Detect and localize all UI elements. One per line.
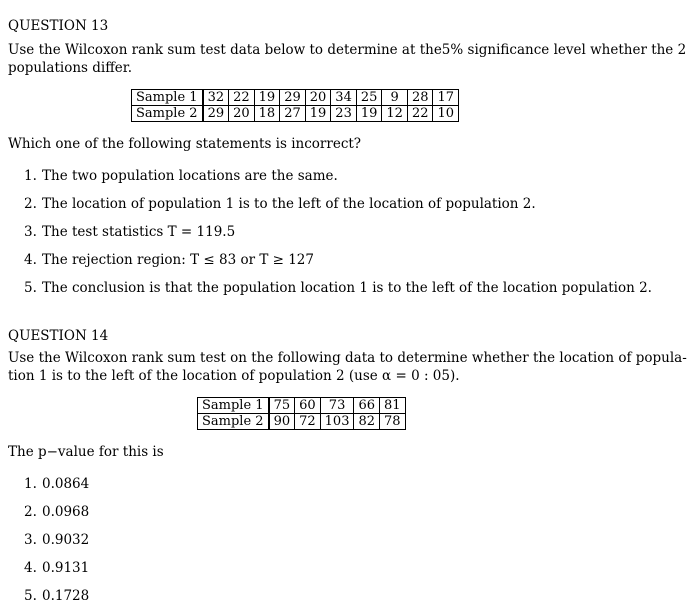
q13-cell: 23 xyxy=(331,106,357,122)
q13-option-2[interactable] xyxy=(24,196,536,212)
option-text: 0.1728 xyxy=(42,588,90,604)
q14-data-table xyxy=(197,397,406,430)
q14-cell: 90 xyxy=(269,414,295,430)
q14-cell: 78 xyxy=(380,414,406,430)
q13-cell: 20 xyxy=(305,90,331,106)
option-text: The conclusion is that the population location 1 is to the left of the location population 2. xyxy=(42,280,652,296)
q14-cell: 72 xyxy=(295,414,321,430)
q13-table-row-sample2 xyxy=(132,106,459,122)
option-number: 5. xyxy=(24,588,37,604)
q13-row-label: Sample 1 xyxy=(132,90,203,106)
option-number: 1. xyxy=(24,476,37,492)
option-text: The test statistics T = 119.5 xyxy=(42,224,236,240)
option-number: 3. xyxy=(24,224,37,240)
q14-intro-line1: Use the Wilcoxon rank sum test on the following data to determine whether the location of popula- xyxy=(8,350,687,366)
option-number: 2. xyxy=(24,196,37,212)
q14-table-row-sample1 xyxy=(198,398,406,414)
option-text: 0.9131 xyxy=(42,560,90,576)
q13-cell: 20 xyxy=(229,106,255,122)
q13-cell: 32 xyxy=(203,90,229,106)
option-number: 2. xyxy=(24,504,37,520)
q14-option-4[interactable] xyxy=(24,560,89,576)
q13-intro-line1: Use the Wilcoxon rank sum test data below to determine at the5% significance level whether the 2 xyxy=(8,42,687,58)
q13-cell: 22 xyxy=(229,90,255,106)
q13-cell: 29 xyxy=(280,90,306,106)
option-text: 0.0968 xyxy=(42,504,90,520)
q13-cell: 19 xyxy=(305,106,331,122)
q14-row-label: Sample 2 xyxy=(198,414,269,430)
q13-cell: 19 xyxy=(254,90,280,106)
option-text: The two population locations are the same. xyxy=(42,168,338,184)
q13-data-table xyxy=(131,89,459,122)
q13-cell: 29 xyxy=(203,106,229,122)
q13-prompt: Which one of the following statements is incorrect? xyxy=(8,136,362,152)
q14-option-5[interactable] xyxy=(24,588,89,604)
q14-prompt: The p−value for this is xyxy=(8,444,164,460)
option-text: 0.9032 xyxy=(42,532,90,548)
q13-option-4[interactable] xyxy=(24,252,314,268)
q13-option-5[interactable] xyxy=(24,280,652,296)
q14-option-2[interactable] xyxy=(24,504,89,520)
q14-row-label: Sample 1 xyxy=(198,398,269,414)
q14-cell: 60 xyxy=(295,398,321,414)
option-number: 4. xyxy=(24,252,37,268)
q13-cell: 34 xyxy=(331,90,357,106)
q13-cell: 19 xyxy=(356,106,382,122)
q14-cell: 75 xyxy=(269,398,295,414)
q14-option-3[interactable] xyxy=(24,532,89,548)
q14-intro-line2: tion 1 is to the left of the location of population 2 (use α = 0 : 05). xyxy=(8,368,460,384)
q13-cell: 12 xyxy=(382,106,408,122)
q13-cell: 25 xyxy=(356,90,382,106)
option-text: 0.0864 xyxy=(42,476,90,492)
q14-table-row-sample2 xyxy=(198,414,406,430)
q13-option-1[interactable] xyxy=(24,168,338,184)
q13-cell: 17 xyxy=(433,90,459,106)
option-number: 3. xyxy=(24,532,37,548)
option-text: The location of population 1 is to the left of the location of population 2. xyxy=(42,196,536,212)
q13-cell: 22 xyxy=(407,106,433,122)
q13-cell: 28 xyxy=(407,90,433,106)
q14-cell: 66 xyxy=(354,398,380,414)
q13-cell: 18 xyxy=(254,106,280,122)
q14-option-1[interactable] xyxy=(24,476,89,492)
q13-cell: 27 xyxy=(280,106,306,122)
q14-cell: 82 xyxy=(354,414,380,430)
option-number: 4. xyxy=(24,560,37,576)
q13-table-row-sample1 xyxy=(132,90,459,106)
q13-option-3[interactable] xyxy=(24,224,235,240)
q13-cell: 9 xyxy=(382,90,408,106)
q14-cell: 73 xyxy=(320,398,354,414)
option-number: 1. xyxy=(24,168,37,184)
q14-title: QUESTION 14 xyxy=(8,328,109,344)
q13-cell: 10 xyxy=(433,106,459,122)
q14-cell: 103 xyxy=(320,414,354,430)
q14-cell: 81 xyxy=(380,398,406,414)
option-text: The rejection region: T ≤ 83 or T ≥ 127 xyxy=(42,252,314,268)
option-number: 5. xyxy=(24,280,37,296)
q13-title: QUESTION 13 xyxy=(8,18,109,34)
q13-row-label: Sample 2 xyxy=(132,106,203,122)
q13-intro-line2: populations differ. xyxy=(8,60,133,76)
